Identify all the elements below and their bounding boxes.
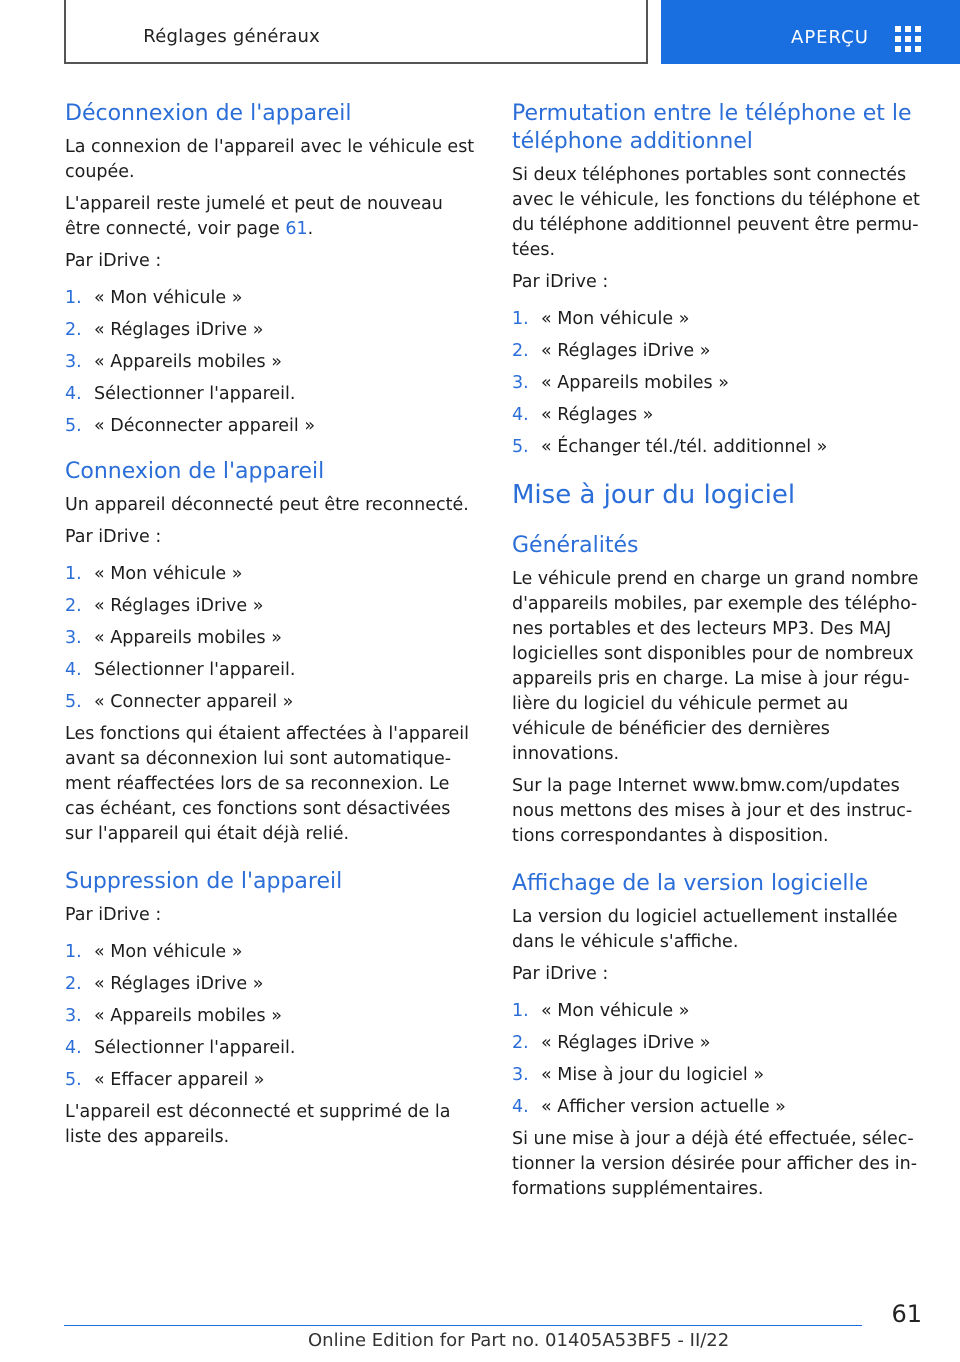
footer-edition: Online Edition for Part no. 01405A53BF5 - II/22 — [308, 1330, 730, 1351]
header-section-title: Réglages généraux — [143, 26, 320, 47]
list-item: 5. « Échanger tél./tél. additionnel » — [512, 437, 828, 457]
steps-list — [65, 562, 477, 715]
paragraph: Le véhicule prend en charge un grand nombre d'appareils mobiles, par exemple des téléphones portables et des lecteurs MP3. Des MAJ logicielles sont disponibles pour de nombreux appareils pris en charge. La mise à jour régulière du logiciel du véhicule permet au véhicule de bénéficier des dernières innovations. — [512, 569, 919, 764]
list-item: 3. « Mise à jour du logiciel » — [512, 1065, 765, 1085]
list-item: 4. Sélectionner l'appareil. — [65, 384, 296, 404]
idrive-intro: Par iDrive : — [65, 527, 162, 547]
list-item: 1. « Mon véhicule » — [512, 1001, 690, 1021]
list-item: 4. « Afficher version actuelle » — [512, 1097, 786, 1117]
paragraph: La version du logiciel actuellement installée dans le véhicule s'affiche. — [512, 907, 898, 952]
footer-divider — [64, 1325, 862, 1326]
chapter-title-mise-a-jour: Mise à jour du logiciel — [512, 480, 796, 510]
list-item: 1. « Mon véhicule » — [65, 942, 243, 962]
list-item: 2. « Réglages iDrive » — [512, 341, 711, 361]
list-item: 3. « Appareils mobiles » — [65, 352, 282, 372]
tab-label: APERÇU — [791, 27, 869, 48]
list-item: 2. « Réglages iDrive » — [512, 1033, 711, 1053]
paragraph: L'appareil reste jumelé et peut de nouveau être connecté, voir page 61. — [65, 194, 443, 239]
list-item: 4. « Réglages » — [512, 405, 654, 425]
list-item: 3. « Appareils mobiles » — [65, 1006, 282, 1026]
steps-list — [512, 999, 924, 1120]
page-link[interactable]: 61 — [285, 219, 308, 239]
steps-list — [512, 307, 924, 460]
section-title-generalites: Généralités — [512, 533, 639, 558]
grid-icon — [895, 26, 921, 52]
paragraph: Un appareil déconnecté peut être reconnecté. — [65, 495, 469, 515]
list-item: 1. « Mon véhicule » — [512, 309, 690, 329]
header-frame — [64, 0, 648, 64]
header-tab-apercu[interactable] — [661, 0, 960, 64]
list-item: 2. « Réglages iDrive » — [65, 596, 264, 616]
idrive-intro: Par iDrive : — [65, 251, 162, 271]
paragraph: L'appareil est déconnecté et supprimé de la liste des appareils. — [65, 1102, 451, 1147]
right-column — [512, 100, 924, 1202]
steps-list — [65, 286, 477, 439]
paragraph: La connexion de l'appareil avec le véhicule est coupée. — [65, 137, 475, 182]
list-item: 4. Sélectionner l'appareil. — [65, 660, 296, 680]
list-item: 1. « Mon véhicule » — [65, 564, 243, 584]
idrive-intro: Par iDrive : — [512, 964, 609, 984]
section-title-suppression: Suppression de l'appareil — [65, 869, 343, 894]
page-number: 61 — [891, 1300, 922, 1328]
list-item: 4. Sélectionner l'appareil. — [65, 1038, 296, 1058]
section-title-version-logicielle: Affichage de la version logicielle — [512, 871, 869, 896]
left-column — [65, 100, 477, 1150]
list-item: 5. « Effacer appareil » — [65, 1070, 265, 1090]
list-item: 3. « Appareils mobiles » — [512, 373, 729, 393]
steps-list — [65, 940, 477, 1093]
paragraph: Sur la page Internet www.bmw.com/updates nous mettons des mises à jour et des instructions correspondantes à disposition. — [512, 776, 913, 846]
list-item: 5. « Connecter appareil » — [65, 692, 294, 712]
idrive-intro: Par iDrive : — [512, 272, 609, 292]
section-title-permutation: Permutation entre le téléphone et le téléphone additionnel — [512, 101, 912, 154]
list-item: 3. « Appareils mobiles » — [65, 628, 282, 648]
idrive-intro: Par iDrive : — [65, 905, 162, 925]
list-item: 5. « Déconnecter appareil » — [65, 416, 316, 436]
paragraph: Les fonctions qui étaient affectées à l'appareil avant sa déconnexion lui sont automatiquement réaffectées lors de sa reconnexion. Le cas échéant, ces fonctions sont désactivées sur l'appareil qui était déjà relié. — [65, 724, 469, 844]
paragraph: Si deux téléphones portables sont connectés avec le véhicule, les fonctions du téléphone et du téléphone additionnel peuvent être permutées. — [512, 165, 920, 260]
list-item: 1. « Mon véhicule » — [65, 288, 243, 308]
list-item: 2. « Réglages iDrive » — [65, 974, 264, 994]
section-title-deconnexion: Déconnexion de l'appareil — [65, 101, 352, 126]
list-item: 2. « Réglages iDrive » — [65, 320, 264, 340]
section-title-connexion: Connexion de l'appareil — [65, 459, 325, 484]
paragraph: Si une mise à jour a déjà été effectuée, sélectionner la version désirée pour afficher des informations supplémentaires. — [512, 1129, 918, 1199]
